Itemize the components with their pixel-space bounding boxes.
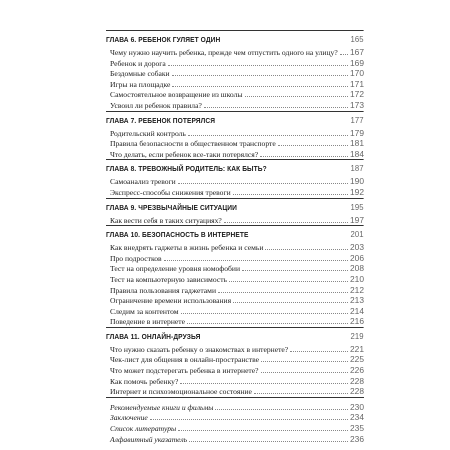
entry-title: Что нужно сказать ребенку о знакомствах в интернете? <box>110 344 289 354</box>
entry-page: 167 <box>350 47 364 57</box>
dot-leader <box>181 312 348 314</box>
toc-entry <box>106 242 364 253</box>
dot-leader <box>245 95 348 97</box>
entry-title: Как помочь ребенку? <box>110 376 179 386</box>
toc-entry <box>106 386 364 397</box>
entry-title: Алфавитный указатель <box>110 434 188 444</box>
entry-title: Рекомендуемые книги и фильмы <box>110 402 214 412</box>
entry-title: Игры на площадке <box>110 79 171 89</box>
dot-leader <box>218 291 348 293</box>
entry-title: Правила пользования гаджетами <box>110 285 217 295</box>
dot-leader <box>261 360 348 362</box>
toc-entry <box>106 295 364 306</box>
entry-title: Заключение <box>110 413 148 423</box>
entry-page: 228 <box>350 375 364 386</box>
chapter-page: 219 <box>350 330 364 341</box>
entry-page: 181 <box>350 138 364 149</box>
dot-leader <box>215 408 348 410</box>
chapter-title: ГЛАВА 7. РЕБЕНОК ПОТЕРЯЛСЯ <box>106 115 216 125</box>
entry-title: Усвоил ли ребенок правила? <box>110 100 202 110</box>
entry-page: 190 <box>350 176 364 187</box>
toc-entry <box>106 412 364 423</box>
entry-page: 228 <box>350 386 364 397</box>
entry-title: Тест на компьютерную зависимость <box>110 274 228 284</box>
dot-leader <box>265 248 348 250</box>
chapter-heading <box>106 327 364 344</box>
toc-entry <box>106 274 364 285</box>
entry-page: 212 <box>350 284 364 295</box>
chapter-heading <box>106 30 364 47</box>
chapter-title: ГЛАВА 9. ЧРЕЗВЫЧАЙНЫЕ СИТУАЦИИ <box>106 202 237 212</box>
entry-page: 170 <box>350 68 364 79</box>
toc-entry <box>106 365 364 376</box>
toc-entry <box>106 376 364 387</box>
toc-entry <box>106 58 364 69</box>
entry-title: Что делать, если ребенок все-таки потерялся? <box>110 149 259 159</box>
entry-title: Как внедрять гаджеты в жизнь ребенка и семьи <box>110 243 264 253</box>
entry-title: Тест на определение уровня номофобии <box>110 264 241 274</box>
toc-entry <box>106 253 364 264</box>
dot-leader <box>233 193 348 195</box>
entry-title: Поведение в интернете <box>110 317 185 327</box>
dot-leader <box>290 350 348 352</box>
toc-entry <box>106 306 364 317</box>
entry-page: 235 <box>350 423 364 434</box>
entry-title: Бездомные собаки <box>110 69 170 79</box>
toc-entry <box>106 79 364 90</box>
entry-title: Следим за контентом <box>110 306 179 316</box>
chapter-heading <box>106 198 364 215</box>
dot-leader <box>187 322 348 324</box>
toc-entry <box>106 187 364 198</box>
entry-title: Экспресс-способы снижения тревоги <box>110 187 231 197</box>
entry-title: Ребенок и дорога <box>110 58 166 68</box>
entry-page: 169 <box>350 57 364 68</box>
entry-page: 197 <box>350 214 364 225</box>
toc-entry <box>106 423 364 434</box>
entry-page: 179 <box>350 127 364 138</box>
entry-page: 230 <box>350 401 364 412</box>
entry-page: 213 <box>350 295 364 306</box>
entry-page: 210 <box>350 273 364 284</box>
toc-entry <box>106 434 364 445</box>
dot-leader <box>233 301 348 303</box>
dot-leader <box>180 382 348 384</box>
toc-entry <box>106 344 364 355</box>
dot-leader <box>164 259 348 261</box>
entry-page: 206 <box>350 252 364 263</box>
toc-entry <box>106 138 364 149</box>
dot-leader <box>178 182 348 184</box>
dot-leader <box>168 64 348 66</box>
toc-entry <box>106 215 364 226</box>
dot-leader <box>189 440 348 442</box>
chapter-page: 187 <box>350 163 364 174</box>
entry-page: 203 <box>350 242 364 253</box>
entry-title: Про подростков <box>110 253 162 263</box>
chapter-title: ГЛАВА 8. ТРЕВОЖНЫЙ РОДИТЕЛЬ: КАК БЫТЬ? <box>106 164 267 174</box>
entry-page: 184 <box>350 148 364 159</box>
entry-title: Чему нужно научить ребенка, прежде чем отпустить одного на улицу? <box>110 48 338 57</box>
toc-entry <box>106 285 364 296</box>
toc-entry <box>106 68 364 79</box>
toc-entry <box>106 149 364 160</box>
toc-entry <box>106 128 364 139</box>
dot-leader <box>172 85 348 87</box>
entry-page: 171 <box>350 78 364 89</box>
entry-page: 173 <box>350 99 364 110</box>
entry-page: 172 <box>350 89 364 100</box>
entry-title: Чек-лист для общения в онлайн-пространстве <box>110 355 260 365</box>
entry-page: 216 <box>350 316 364 327</box>
dot-leader <box>242 269 348 271</box>
entry-title: Список литературы <box>110 424 177 434</box>
toc-entry <box>106 89 364 100</box>
dot-leader <box>254 392 348 394</box>
toc-entry <box>106 354 364 365</box>
chapter-title: ГЛАВА 11. ОНЛАЙН-ДРУЗЬЯ <box>106 331 201 341</box>
entry-page: 221 <box>350 343 364 354</box>
entry-title: Самостоятельное возвращение из школы <box>110 90 243 100</box>
chapter-page: 165 <box>350 34 364 44</box>
entry-title: Правила безопасности в общественном транспорте <box>110 139 276 149</box>
chapter-title: ГЛАВА 10. БЕЗОПАСНОСТЬ В ИНТЕРНЕТЕ <box>106 230 249 240</box>
toc-entry <box>106 47 364 58</box>
entry-page: 208 <box>350 263 364 274</box>
dot-leader <box>178 429 348 431</box>
table-of-contents <box>106 30 364 444</box>
dot-leader <box>224 221 348 223</box>
chapter-heading <box>106 111 364 128</box>
chapter-page: 201 <box>350 229 364 240</box>
entry-title: Интернет и психоэмоциональное состояние <box>110 387 252 397</box>
dot-leader <box>260 155 348 157</box>
dot-leader <box>204 106 348 108</box>
entry-page: 226 <box>350 365 364 376</box>
entry-title: Что может подстерегать ребенка в интернете? <box>110 366 259 376</box>
toc-entry <box>106 402 364 413</box>
dot-leader <box>278 144 348 146</box>
entry-title: Родительский контроль <box>110 128 186 138</box>
chapter-page: 195 <box>350 201 364 212</box>
chapter-heading <box>106 225 364 242</box>
dot-leader <box>150 418 348 420</box>
chapter-title: ГЛАВА 6. РЕБЕНОК ГУЛЯЕТ ОДИН <box>106 35 221 44</box>
dot-leader <box>172 74 348 76</box>
toc-entry <box>106 263 364 274</box>
entry-title: Как вести себя в таких ситуациях? <box>110 215 222 225</box>
entry-page: 225 <box>350 354 364 365</box>
chapter-heading <box>106 159 364 176</box>
entry-title: Самоанализ тревоги <box>110 177 176 187</box>
dot-leader <box>340 53 348 55</box>
dot-leader <box>261 371 349 373</box>
entry-page: 234 <box>350 412 364 423</box>
entry-page: 214 <box>350 305 364 316</box>
entry-page: 192 <box>350 186 364 197</box>
chapter-page: 177 <box>350 114 364 125</box>
entry-page: 236 <box>350 433 364 444</box>
dot-leader <box>229 280 348 282</box>
toc-entry <box>106 100 364 111</box>
entry-title: Ограничение времени использования <box>110 296 232 306</box>
toc-entry <box>106 176 364 187</box>
dot-leader <box>188 134 348 136</box>
toc-entry <box>106 316 364 327</box>
